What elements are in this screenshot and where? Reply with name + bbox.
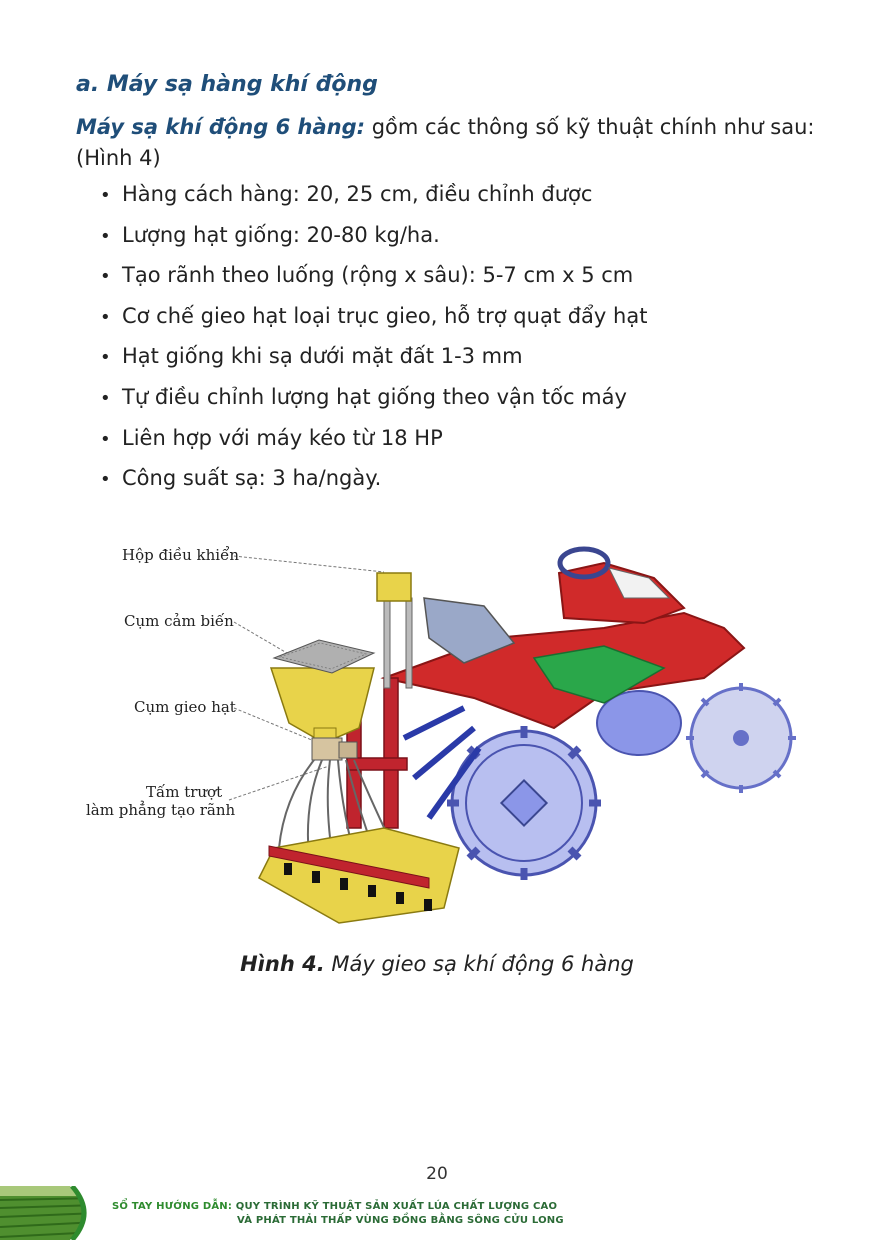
label-slider-line1: Tấm trượt	[146, 783, 223, 801]
intro-text: gồm các thông số kỹ thuật chính như sau: (Hình 4)	[76, 115, 815, 170]
list-item: • Hạt giống khi sạ dưới mặt đất 1-3 mm	[100, 344, 523, 369]
control-box	[377, 573, 411, 601]
footer-title	[112, 1200, 564, 1228]
list-item: • Hàng cách hàng: 20, 25 cm, điều chỉnh được	[100, 182, 593, 206]
footer-title-line1: QUY TRÌNH KỸ THUẬT SẢN XUẤT LÚA CHẤT LƯỢNG CAO	[235, 1201, 558, 1212]
section-title: a. Máy sạ hàng khí động	[76, 72, 378, 97]
list-item: • Tạo rãnh theo luống (rộng x sâu): 5-7 cm x 5 cm	[100, 263, 634, 288]
tractor-illustration	[84, 528, 796, 928]
page-number: 20	[426, 1164, 448, 1184]
intro-lead: Máy sạ khí động 6 hàng:	[76, 115, 366, 139]
list-item: • Tự điều chỉnh lượng hạt giống theo vận tốc máy	[100, 384, 627, 409]
figure-caption	[0, 952, 874, 976]
intro-paragraph	[76, 112, 816, 174]
footer-label: SỔ TAY HƯỚNG DẪN:	[112, 1201, 233, 1212]
footer-title-line2: VÀ PHÁT THẢI THẤP VÙNG ĐỒNG BẰNG SÔNG CỬU LONG	[237, 1215, 564, 1226]
list-item: • Cơ chế gieo hạt loại trục gieo, hỗ trợ quạt đẩy hạt	[100, 303, 648, 328]
list-item: • Công suất sạ: 3 ha/ngày.	[100, 466, 382, 491]
label-control-box: Hộp điều khiển	[122, 546, 239, 564]
leveling-plate	[259, 828, 459, 923]
spec-list	[100, 177, 647, 502]
front-wheel	[447, 726, 601, 880]
list-item: • Lượng hạt giống: 20-80 kg/ha.	[100, 222, 440, 247]
list-item: • Liên hợp với máy kéo từ 18 HP	[100, 425, 443, 450]
label-slider-line2: làm phẳng tạo rãnh	[86, 801, 236, 819]
footer-rice-field-image	[0, 1186, 98, 1240]
label-seeder: Cụm gieo hạt	[134, 698, 236, 716]
caption-number: Hình 4.	[240, 952, 325, 976]
seeder-machine-figure	[84, 528, 796, 928]
caption-text: Máy gieo sạ khí động 6 hàng	[324, 952, 634, 976]
rear-wheel-right	[686, 683, 796, 793]
label-sensor: Cụm cảm biến	[124, 612, 234, 630]
